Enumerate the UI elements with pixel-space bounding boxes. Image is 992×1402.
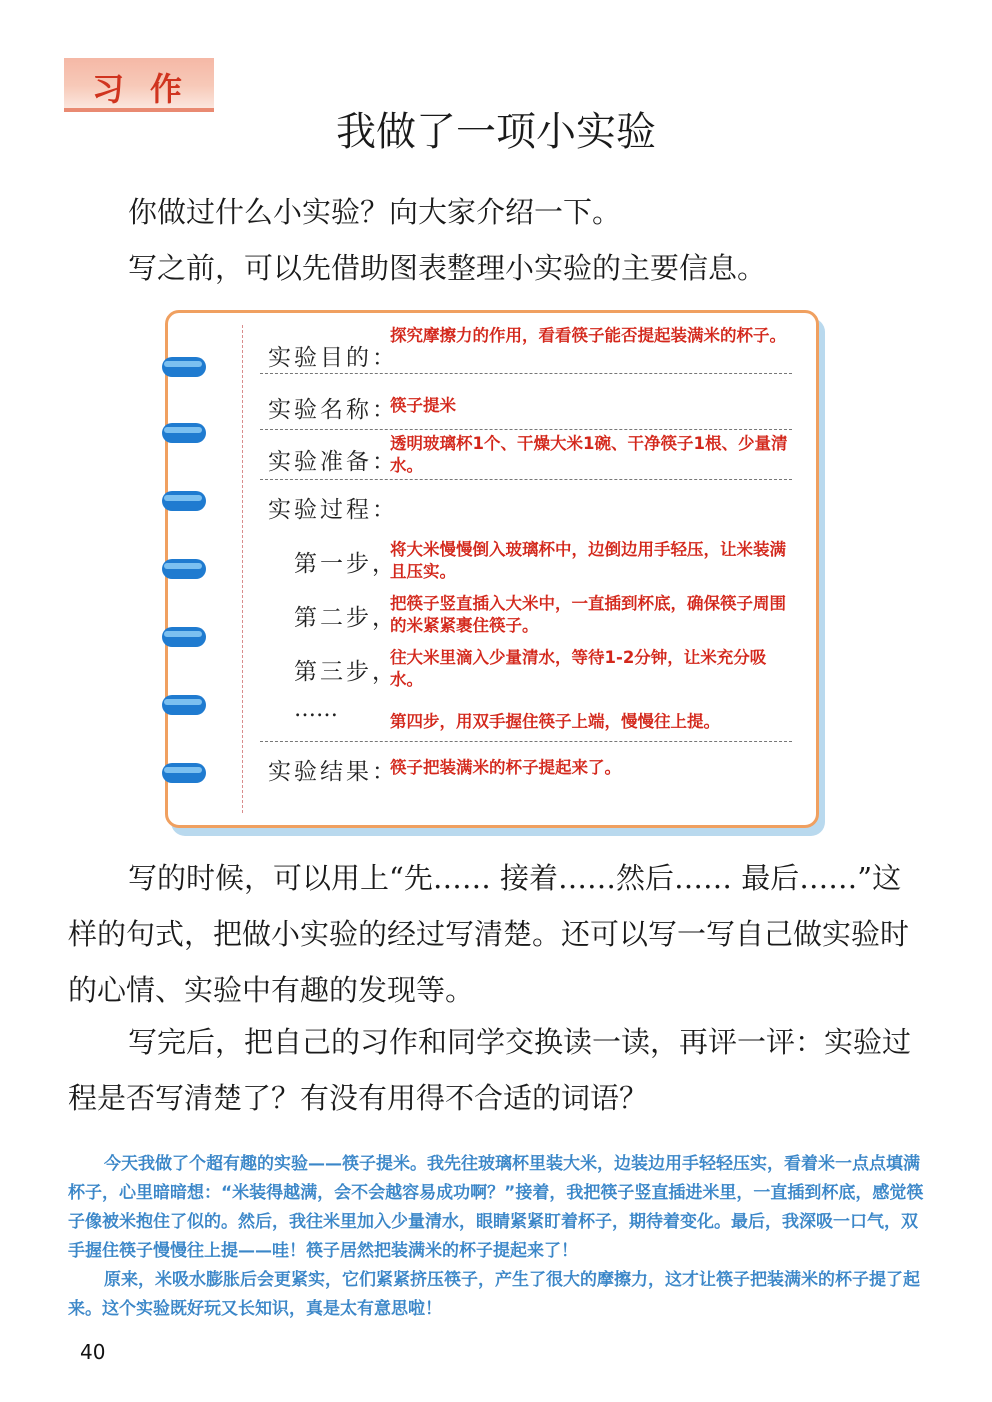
name-value: 筷子提米 — [390, 396, 456, 415]
intro-paragraph-2: 写之前，可以先借助图表整理小实验的主要信息。 — [128, 251, 767, 285]
purpose-value: 探究摩擦力的作用，看看筷子能否提起装满米的杯子。 — [390, 326, 786, 345]
binder-ring-icon — [160, 689, 210, 721]
binder-ring-icon — [160, 351, 210, 383]
experiment-card — [165, 310, 819, 828]
sample-essay-paragraph-1: 今天我做了个超有趣的实验——筷子提米。我先往玻璃杯里装大米，边装边用手轻轻压实，看着米一点点填满杯子，心里暗暗想：“米装得越满，会不会越容易成功啊？”接着，我把筷子竖直插进米里，一直插到杯底，感觉筷子像被米抱住了似的。然后，我往米里加入少量清水，眼睛紧紧盯着杯子，期待着变化。最后，我深吸一口气，双手握住筷子慢慢往上提——哇！筷子居然把装满米的杯子提起来了！ — [68, 1154, 924, 1261]
guide-paragraph-2: 写完后，把自己的习作和同学交换读一读，再评一评：实验过程是否写清楚了？有没有用得不合适的词语？ — [68, 1025, 912, 1115]
step-1-value: 将大米慢慢倒入玻璃杯中，边倒边用手轻压，让米装满且压实。 — [390, 540, 786, 581]
step-3-label: 第三步， — [294, 659, 398, 685]
guide-paragraph-1: 写的时候，可以用上“先…… 接着……然后…… 最后……”这样的句式，把做小实验的经过写清楚。还可以写一写自己做实验时的心情、实验中有趣的发现等。 — [68, 861, 910, 1007]
binder-ring-icon — [160, 417, 210, 449]
step-1-label: 第一步， — [294, 551, 398, 577]
step-2-value: 把筷子竖直插入大米中，一直插到杯底，确保筷子周围的米紧紧裹住筷子。 — [390, 594, 786, 635]
prep-value: 透明玻璃杯1个、干燥大米1碗、干净筷子1根、少量清水。 — [390, 434, 788, 475]
sample-essay-paragraph-2: 原来，米吸水膨胀后会更紧实，它们紧紧挤压筷子，产生了很大的摩擦力，这才让筷子把装满米的杯子提了起来。这个实验既好玩又长知识，真是太有意思啦！ — [68, 1270, 920, 1319]
binder-ring-icon — [160, 621, 210, 653]
step-2-label: 第二步， — [294, 605, 398, 631]
page-number: 40 — [80, 1340, 106, 1364]
row-divider — [260, 741, 792, 742]
margin-line — [242, 325, 243, 813]
intro-paragraph-1: 你做过什么小实验？向大家介绍一下。 — [128, 195, 622, 229]
prep-label: 实验准备： — [268, 449, 398, 475]
purpose-label: 实验目的： — [268, 345, 398, 371]
binder-ring-icon — [160, 485, 210, 517]
row-divider — [260, 373, 792, 374]
row-divider — [260, 429, 792, 430]
process-label: 实验过程： — [268, 497, 398, 523]
result-label: 实验结果： — [268, 759, 398, 785]
page-title: 我做了一项小实验 — [336, 109, 656, 155]
binder-ring-icon — [160, 757, 210, 789]
section-tag-text: 习作 — [92, 70, 209, 108]
ellipsis: …… — [294, 697, 338, 722]
row-divider — [260, 479, 792, 480]
result-value: 筷子把装满米的杯子提起来了。 — [390, 758, 621, 777]
name-label: 实验名称： — [268, 397, 398, 423]
step-3-value: 往大米里滴入少量清水，等待1-2分钟，让米充分吸水。 — [390, 648, 767, 689]
binder-ring-icon — [160, 553, 210, 585]
step-4-value: 第四步，用双手握住筷子上端，慢慢往上提。 — [390, 712, 720, 731]
